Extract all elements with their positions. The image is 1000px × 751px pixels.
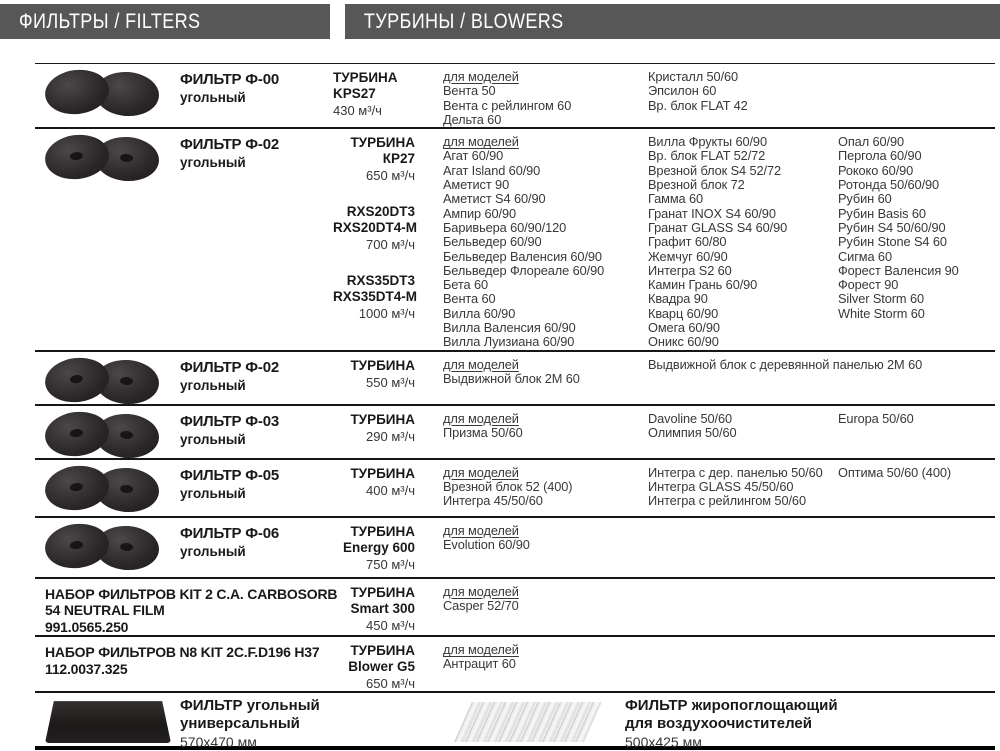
model-item: Кварц 60/90	[648, 305, 719, 321]
models-column	[838, 135, 995, 321]
model-item: Пергола 60/90	[838, 148, 922, 164]
for-models-label: для моделей	[443, 464, 519, 480]
for-models-label: для моделей	[443, 583, 519, 599]
filter-disc-icon	[43, 131, 112, 182]
filter-type: угольный	[180, 485, 246, 501]
products-table	[35, 63, 995, 750]
table-row	[35, 352, 995, 406]
blowers-header-title: ТУРБИНЫ / BLOWERS	[363, 9, 564, 33]
filter-disc-icon	[43, 520, 112, 571]
turbine-flow-rate: 750 м³/ч	[366, 556, 415, 572]
turbine-group	[333, 135, 415, 183]
model-item: Квадра 90	[648, 291, 708, 307]
model-item: Интегра с дер. панелью 50/60	[648, 464, 823, 480]
model-item: Агат 60/90	[443, 148, 504, 164]
model-item: Призма 50/60	[443, 424, 523, 440]
model-item: Гамма 60	[648, 191, 704, 207]
turbine-name: RXS20DT4-M	[333, 220, 418, 236]
filter-disc-icon	[43, 408, 112, 459]
turbine-name: КР27	[382, 151, 415, 167]
for-models-label: для моделей	[443, 642, 519, 658]
filter-photo-cell	[35, 466, 175, 512]
turbine-flow-rate: 1000 м³/ч	[358, 306, 415, 322]
table-row	[35, 64, 995, 129]
table-row	[35, 129, 995, 351]
model-item: Сигма 60	[838, 248, 892, 264]
model-item: Вр. блок FLAT 52/72	[648, 148, 766, 164]
model-item: Интегра с рейлингом 50/60	[648, 493, 806, 509]
model-item: Оникс 60/90	[648, 334, 719, 350]
model-item: Баривьера 60/90/120	[443, 219, 567, 235]
model-item: Врезной блок S4 52/72	[648, 162, 782, 178]
turbine-cell	[333, 524, 415, 572]
model-item: Жемчуг 60/90	[648, 248, 728, 264]
model-item: Davoline 50/60	[648, 410, 732, 426]
turbine-flow-rate: 400 м³/ч	[366, 482, 415, 498]
turbine-name: ТУРБИНА	[350, 523, 415, 539]
turbine-cell	[333, 358, 415, 390]
models-column	[443, 70, 648, 127]
turbine-flow-rate: 700 м³/ч	[366, 237, 415, 253]
model-item: Агат Island 60/90	[443, 162, 541, 178]
turbine-cell	[333, 466, 415, 498]
table-row	[35, 579, 995, 638]
grease-filter-sheet-image	[454, 702, 602, 742]
filter-title-line: ФИЛЬТР угольный	[180, 697, 320, 715]
models-column	[648, 412, 838, 441]
model-item: Интегра S2 60	[648, 262, 732, 278]
filter-name-cell	[175, 135, 333, 170]
filter-name-cell	[175, 70, 333, 105]
model-item: Интегра 45/50/60	[443, 493, 543, 509]
filter-name: ФИЛЬТР Ф-03	[180, 412, 279, 430]
filter-photo	[43, 412, 165, 458]
turbine-group	[333, 585, 415, 633]
turbine-name: RXS35DT3	[346, 273, 415, 289]
turbine-name: ТУРБИНА	[350, 135, 415, 151]
model-item: Вилла Луизиана 60/90	[443, 334, 575, 350]
for-models-label: для моделей	[443, 356, 519, 372]
universal-carbon-filter-text	[180, 697, 320, 751]
kit-filter-name-line: 54 NEUTRAL FILM	[45, 602, 165, 619]
filter-photo	[43, 358, 165, 404]
blowers-header-bar	[345, 4, 1000, 39]
filter-size: 500х425 мм	[625, 734, 702, 751]
model-item: Выдвижной блок 2М 60	[443, 370, 580, 386]
kit-filter-name-line: НАБОР ФИЛЬТРОВ N8 KIT 2C.F.D196 H37	[45, 644, 320, 661]
model-item: Рококо 60/90	[838, 162, 914, 178]
turbine-name: Blower G5	[348, 659, 415, 675]
model-item: Рубин S4 50/60/90	[838, 219, 946, 235]
models-column	[443, 524, 648, 553]
turbine-cell	[333, 643, 415, 691]
models-column	[443, 412, 648, 441]
model-item: Оптима 50/60 (400)	[838, 464, 952, 480]
table-row	[35, 460, 995, 518]
model-item: Дельта 60	[443, 111, 502, 127]
filter-name: ФИЛЬТР Ф-02	[180, 358, 279, 376]
model-item: Эпсилон 60	[648, 83, 717, 99]
turbine-flow-rate: 550 м³/ч	[366, 374, 415, 390]
models-column	[648, 135, 838, 349]
turbine-group	[333, 358, 415, 390]
model-item: Гранат INOX S4 60/90	[648, 205, 776, 221]
filter-photo-cell	[35, 70, 175, 116]
filters-header-title: ФИЛЬТРЫ / FILTERS	[18, 9, 201, 33]
turbine-name: Smart 300	[350, 600, 415, 616]
turbine-flow-rate: 650 м³/ч	[366, 168, 415, 184]
filter-disc-icon	[43, 354, 112, 405]
models-column	[648, 466, 838, 509]
model-item: Камин Грань 60/90	[648, 277, 758, 293]
turbine-name: ТУРБИНА	[333, 70, 398, 85]
kit-filter-name-cell	[35, 643, 333, 677]
filter-title-line: для воздухоочистителей	[625, 715, 812, 733]
models-column	[443, 643, 648, 672]
grease-filter-text	[625, 697, 838, 751]
filter-photo	[43, 70, 165, 116]
models-column	[443, 585, 648, 614]
turbine-name: ТУРБИНА	[350, 357, 415, 373]
turbine-flow-rate: 650 м³/ч	[366, 676, 415, 692]
model-item: Бельведер 60/90	[443, 234, 542, 250]
filter-size: 570х470 мм	[180, 734, 257, 751]
filter-photo	[43, 135, 165, 181]
filter-name: ФИЛЬТР Ф-06	[180, 524, 279, 542]
model-item: Антрацит 60	[443, 656, 516, 672]
filter-type: угольный	[180, 543, 246, 559]
filter-photo-cell	[35, 524, 175, 570]
models-column	[838, 466, 995, 480]
filter-name-cell	[175, 358, 333, 393]
model-item: Europa 50/60	[838, 410, 914, 426]
filter-photo-cell	[35, 358, 175, 404]
model-item: Evolution 60/90	[443, 536, 530, 552]
filter-disc-icon	[43, 462, 112, 513]
model-item: Врезной блок 52 (400)	[443, 478, 573, 494]
filter-name-cell	[175, 466, 333, 501]
model-item: Аметист 90	[443, 177, 510, 193]
model-item: Опал 60/90	[838, 134, 905, 150]
table-row	[35, 518, 995, 579]
turbine-group	[333, 204, 418, 253]
model-item: Ампир 60/90	[443, 205, 517, 221]
table-row	[35, 406, 995, 460]
carbon-filter-sheet-image	[45, 701, 171, 743]
for-models-label: для моделей	[443, 69, 519, 84]
universal-filters-row	[35, 693, 995, 750]
models-column	[648, 356, 923, 372]
kit-filter-name-line: 991.0565.250	[45, 618, 129, 635]
model-item: Гранат GLASS S4 60/90	[648, 219, 788, 235]
model-item: Интегра GLASS 45/50/60	[648, 478, 794, 494]
model-item: Вилла Валенсия 60/90	[443, 320, 576, 336]
model-item: Врезной блок 72	[648, 177, 745, 193]
table-row	[35, 637, 995, 693]
models-column	[648, 70, 838, 113]
turbine-name: RXS20DT3	[346, 204, 415, 220]
filter-type: угольный	[180, 90, 246, 105]
model-item: White Storm 60	[838, 305, 925, 321]
model-item: Графит 60/80	[648, 234, 727, 250]
kit-filter-name-line: НАБОР ФИЛЬТРОВ KIT 2 C.A. CARBOSORB	[45, 585, 338, 602]
filter-type: угольный	[180, 377, 246, 393]
filter-name: ФИЛЬТР Ф-05	[180, 466, 279, 484]
model-item: Silver Storm 60	[838, 291, 924, 307]
model-item: Рубин 60	[838, 191, 892, 207]
model-item: Бета 60	[443, 277, 489, 293]
for-models-label: для моделей	[443, 134, 519, 150]
for-models-label: для моделей	[443, 410, 519, 426]
turbine-flow-rate: 450 м³/ч	[366, 617, 415, 633]
filter-title-line: ФИЛЬТР жиропоглощающий	[625, 697, 838, 715]
turbine-cell	[333, 585, 415, 633]
turbine-name: Energy 600	[342, 539, 415, 555]
turbine-group	[333, 466, 415, 498]
turbine-group	[333, 524, 415, 572]
turbine-name: ТУРБИНА	[350, 584, 415, 600]
turbine-cell	[333, 70, 415, 118]
turbine-cell	[333, 135, 418, 322]
filter-name-cell	[175, 412, 333, 447]
turbine-flow-rate: 430 м³/ч	[333, 103, 382, 118]
filter-title-line: универсальный	[180, 715, 300, 733]
table-rows	[35, 64, 995, 693]
turbine-group	[333, 412, 415, 444]
model-item: Бельведер Флореале 60/90	[443, 262, 605, 278]
model-item: Вента с рейлингом 60	[443, 97, 572, 113]
filter-photo	[43, 524, 165, 570]
kit-filter-name-cell	[35, 585, 338, 636]
models-column	[838, 412, 995, 426]
filter-photo-cell	[35, 412, 175, 458]
model-item: Омега 60/90	[648, 320, 720, 336]
models-column	[443, 135, 648, 349]
turbine-group	[333, 273, 418, 322]
kit-filter-name-line: 112.0037.325	[45, 660, 128, 677]
model-item: Вр. блок FLAT 42	[648, 97, 748, 113]
turbine-name: KPS27	[333, 86, 376, 101]
model-item: Олимпия 50/60	[648, 424, 737, 440]
model-item: Рубин Stone S4 60	[838, 234, 947, 250]
model-item: Аметист S4 60/90	[443, 191, 546, 207]
model-item: Форест 90	[838, 277, 899, 293]
for-models-label: для моделей	[443, 522, 519, 538]
turbine-flow-rate: 290 м³/ч	[366, 428, 415, 444]
model-item: Бельведер Валенсия 60/90	[443, 248, 602, 264]
model-item: Вилла Фрукты 60/90	[648, 134, 767, 150]
model-item: Выдвижной блок с деревянной панелью 2М 60	[648, 356, 923, 372]
model-item: Кристалл 50/60	[648, 69, 739, 84]
model-item: Вилла 60/90	[443, 305, 516, 321]
models-column	[443, 466, 648, 509]
turbine-name: ТУРБИНА	[350, 411, 415, 427]
filter-disc-icon	[43, 66, 112, 117]
filters-header-bar	[0, 4, 330, 39]
model-item: Ротонда 50/60/90	[838, 177, 940, 193]
turbine-name: RXS35DT4-M	[333, 289, 418, 305]
models-column	[443, 358, 648, 387]
filter-name-cell	[175, 524, 333, 559]
model-item: Форест Валенсия 90	[838, 262, 959, 278]
turbine-name: ТУРБИНА	[350, 643, 415, 659]
filter-type: угольный	[180, 155, 246, 171]
turbine-group	[333, 70, 415, 118]
filter-photo	[43, 466, 165, 512]
filter-photo-cell	[35, 135, 175, 181]
filter-name: ФИЛЬТР Ф-02	[180, 136, 279, 154]
model-item: Casper 52/70	[443, 597, 519, 613]
model-item: Вента 50	[443, 83, 496, 99]
turbine-name: ТУРБИНА	[350, 465, 415, 481]
filter-name: ФИЛЬТР Ф-00	[180, 71, 279, 88]
model-item: Рубин Basis 60	[838, 205, 926, 221]
turbine-cell	[333, 412, 415, 444]
model-item: Вента 60	[443, 291, 496, 307]
turbine-group	[333, 643, 415, 691]
filter-type: угольный	[180, 431, 246, 447]
